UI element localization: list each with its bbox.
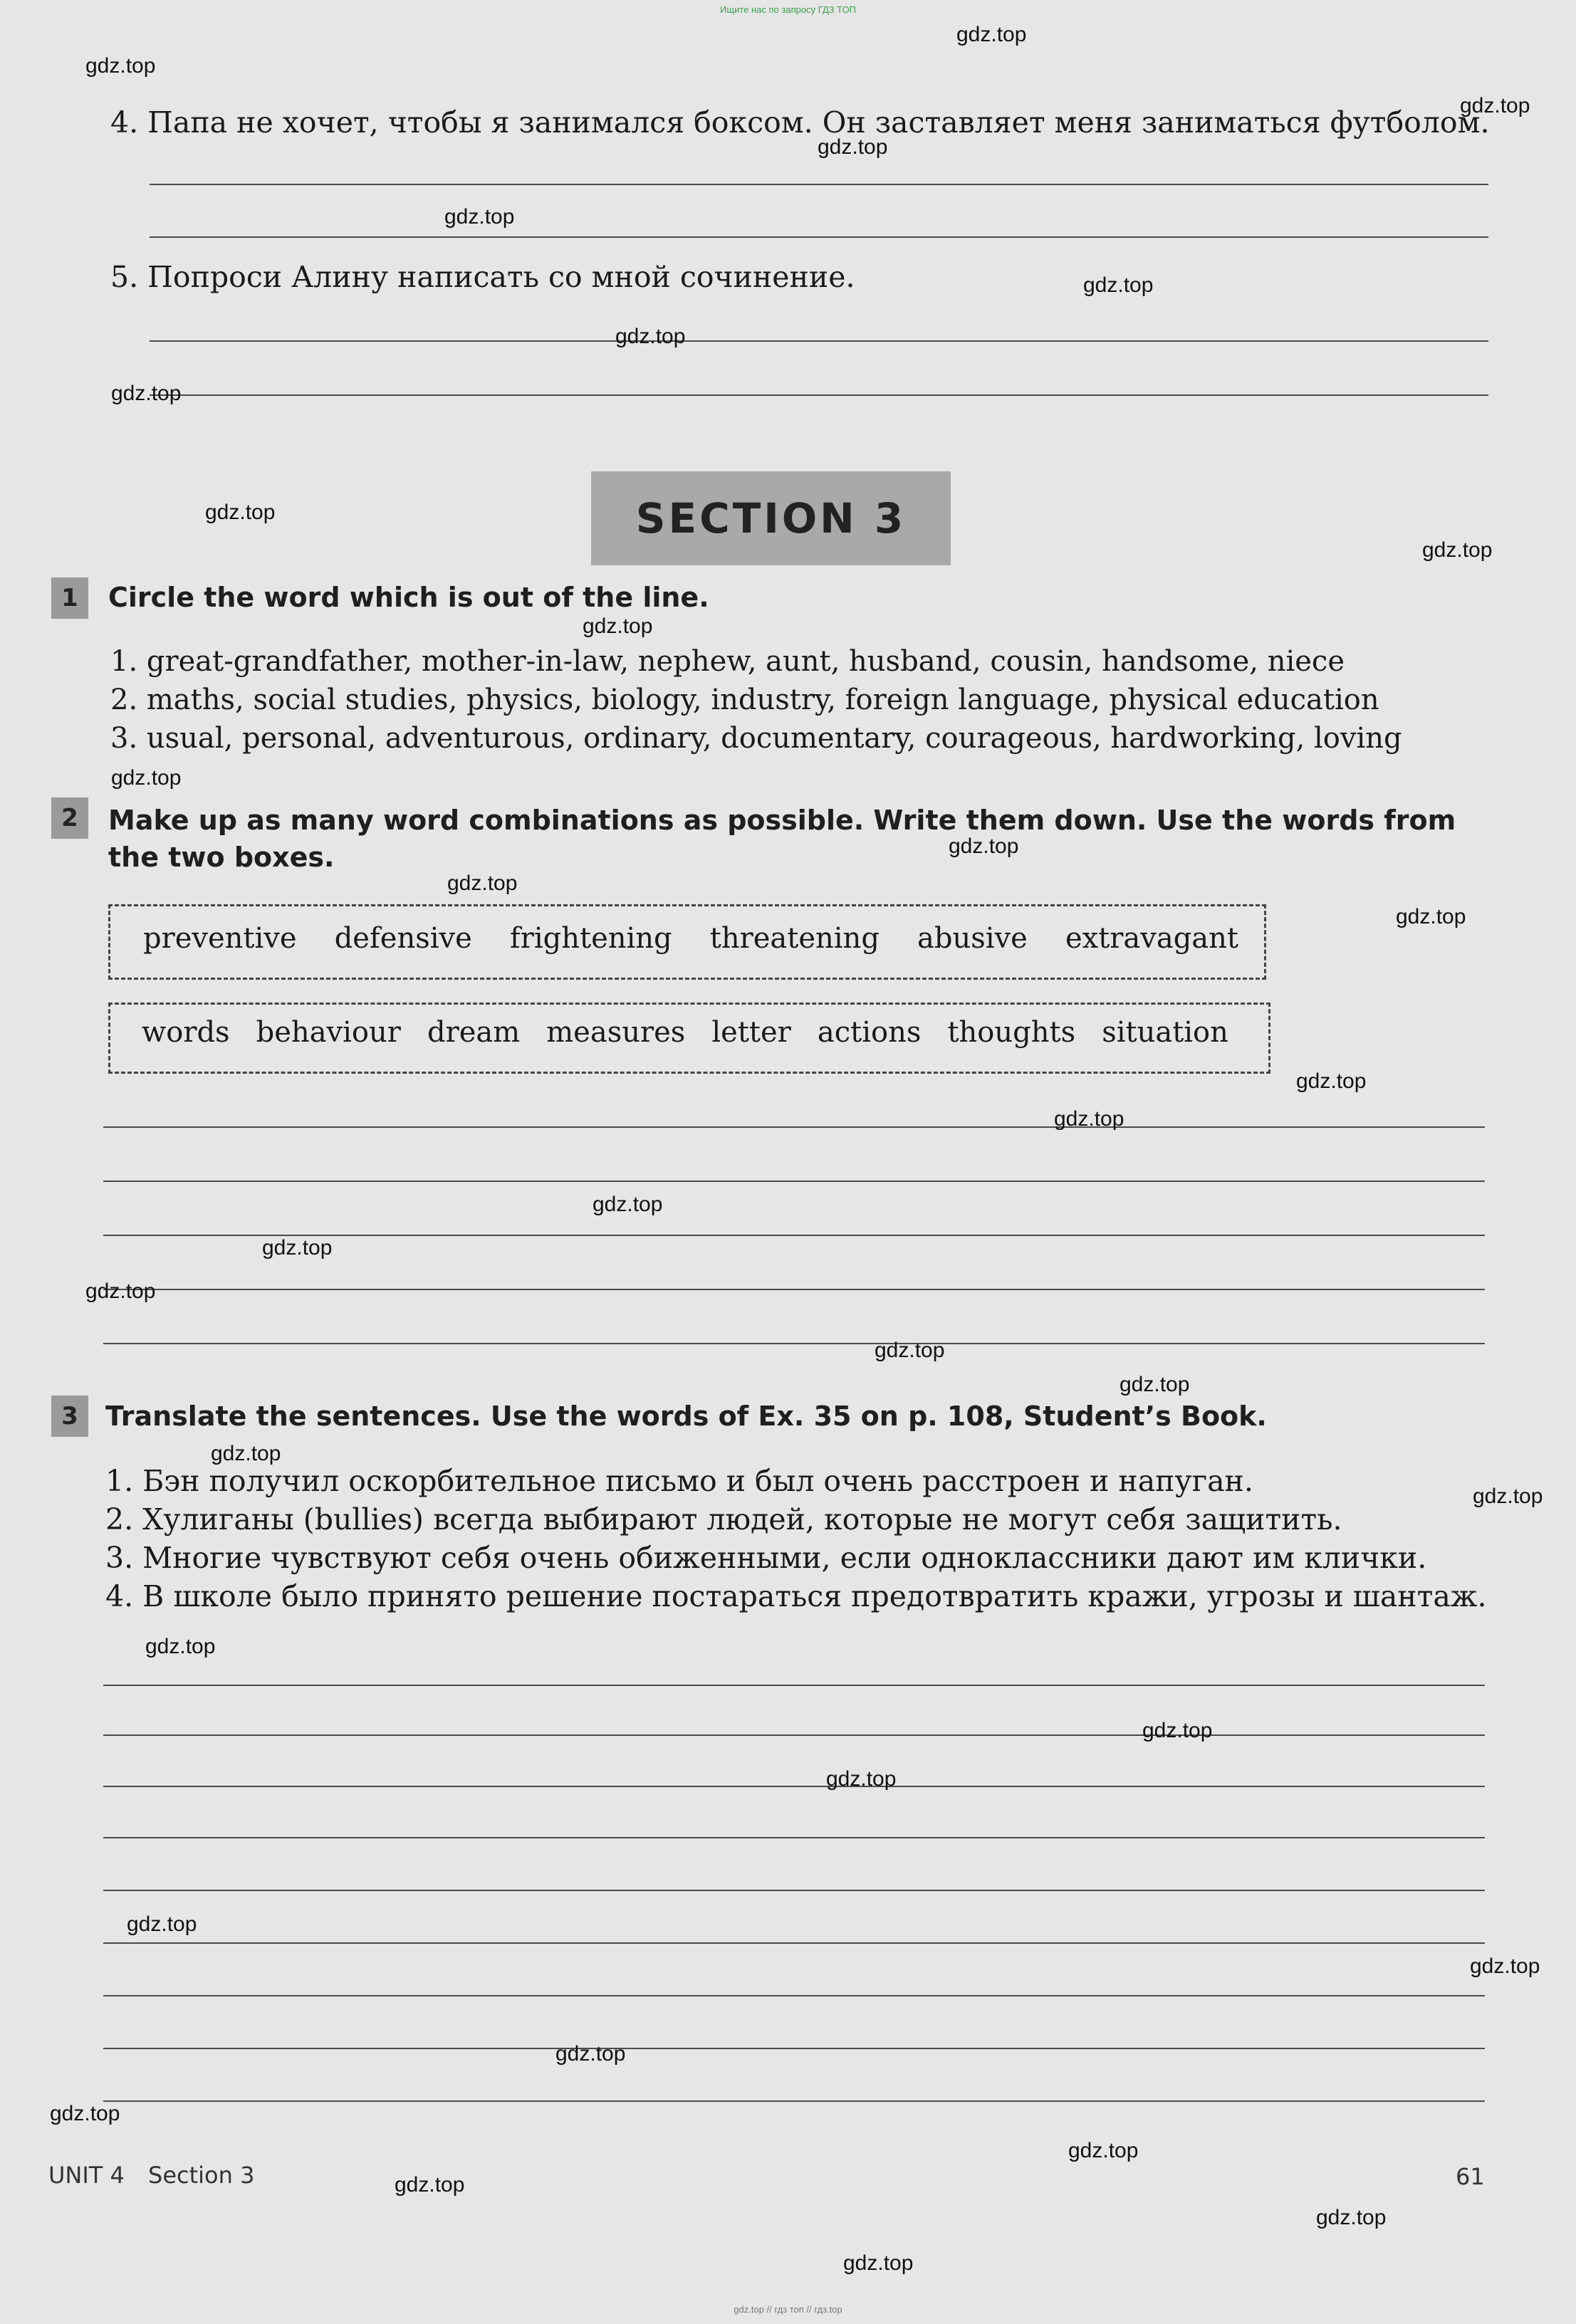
watermark: gdz.top: [949, 834, 1019, 858]
word: actions: [817, 1016, 922, 1049]
exercise-1-item: 2. maths, social studies, physics, biology, industry, foreign language, physical education: [110, 684, 1379, 716]
answer-line: [103, 1126, 1485, 1128]
watermark: gdz.top: [1142, 1719, 1213, 1742]
answer-line: [103, 1343, 1485, 1344]
top-banner: Ищите нас по запросу ГДЗ ТОП: [720, 4, 856, 15]
watermark: gdz.top: [1396, 905, 1466, 928]
word: preventive: [143, 922, 297, 955]
answer-line: [150, 236, 1488, 238]
word: letter: [711, 1016, 791, 1049]
exercise-1-item: 1. great-grandfather, mother-in-law, nephew, aunt, husband, cousin, handsome, niece: [110, 645, 1345, 678]
answer-line: [103, 1734, 1485, 1736]
watermark: gdz.top: [818, 135, 888, 159]
answer-line: [103, 1890, 1485, 1891]
watermark: gdz.top: [1422, 538, 1493, 562]
word: threatening: [709, 922, 880, 955]
watermark: gdz.top: [843, 2251, 914, 2275]
exercise-3-item: 2. Хулиганы (bullies) всегда выбирают людей, которые не могут себя защитить.: [105, 1502, 1342, 1537]
watermark: gdz.top: [85, 54, 156, 78]
exercise-2-number: 2: [51, 797, 88, 839]
word: situation: [1102, 1016, 1228, 1049]
answer-line: [150, 340, 1488, 342]
exercise-3-heading: Translate the sentences. Use the words of Ex. 35 on p. 108, Student’s Book.: [105, 1401, 1267, 1432]
exercise-2-heading-line1: Make up as many word combinations as possible. Write them down. Use the words from: [108, 805, 1456, 836]
prev-item-5: 5. Попроси Алину написать со мной сочинение.: [110, 260, 855, 294]
exercise-2-heading-line2: the two boxes.: [108, 842, 335, 873]
watermark: gdz.top: [205, 501, 276, 524]
watermark: gdz.top: [111, 382, 182, 405]
section-title: SECTION 3: [591, 471, 951, 565]
watermark: gdz.top: [1296, 1069, 1367, 1093]
watermark: gdz.top: [875, 1339, 945, 1362]
word: extravagant: [1065, 922, 1238, 955]
watermark: gdz.top: [111, 766, 182, 790]
answer-line: [103, 2048, 1485, 2049]
watermark: gdz.top: [615, 325, 686, 348]
word-box-nouns: [108, 1003, 1270, 1074]
answer-line: [103, 1837, 1485, 1838]
answer-line: [103, 1786, 1485, 1787]
answer-line: [103, 1995, 1485, 1996]
watermark: gdz.top: [583, 614, 653, 638]
answer-line: [150, 394, 1488, 396]
watermark: gdz.top: [447, 872, 518, 895]
word: abusive: [917, 922, 1028, 955]
watermark: gdz.top: [1068, 2139, 1139, 2162]
watermark: gdz.top: [1054, 1107, 1124, 1131]
watermark: gdz.top: [1473, 1485, 1543, 1508]
watermark: gdz.top: [956, 23, 1027, 46]
prev-item-4: 4. Папа не хочет, чтобы я занимался боксом. Он заставляет меня заниматься футболом.: [110, 105, 1490, 140]
answer-line: [103, 1181, 1485, 1182]
exercise-1-item: 3. usual, personal, adventurous, ordinary, documentary, courageous, hardworking, loving: [110, 722, 1402, 755]
footer-section: Section 3: [148, 2162, 255, 2189]
footer-unit: UNIT 4: [48, 2162, 125, 2189]
word: frightening: [509, 922, 672, 955]
watermark: gdz.top: [444, 205, 515, 229]
watermark: gdz.top: [1120, 1373, 1190, 1396]
answer-line: [103, 1685, 1485, 1686]
answer-line: [103, 1942, 1485, 1944]
watermark: gdz.top: [555, 2042, 626, 2066]
exercise-3-item: 3. Многие чувствуют себя очень обиженными, если одноклассники дают им клички.: [105, 1541, 1427, 1575]
watermark: gdz.top: [127, 1912, 197, 1936]
exercise-3-number: 3: [51, 1396, 88, 1437]
watermark: gdz.top: [145, 1635, 216, 1658]
answer-line: [103, 1289, 1485, 1290]
answer-line: [150, 184, 1488, 185]
word: words: [142, 1016, 230, 1049]
watermark: gdz.top: [1083, 273, 1154, 297]
watermark: gdz.top: [826, 1767, 897, 1791]
word: defensive: [334, 922, 472, 955]
watermark: gdz.top: [1316, 2206, 1387, 2229]
word: measures: [546, 1016, 686, 1049]
exercise-3-item: 1. Бэн получил оскорбительное письмо и был очень расстроен и напуган.: [105, 1464, 1253, 1498]
exercise-1-heading: Circle the word which is out of the line.: [108, 582, 709, 613]
bottom-banner: gdz.top // гдз топ // гдз.top: [734, 2304, 842, 2315]
watermark: gdz.top: [1470, 1954, 1540, 1978]
word: thoughts: [947, 1016, 1076, 1049]
exercise-1-number: 1: [51, 577, 88, 619]
watermark: gdz.top: [85, 1279, 156, 1303]
word: dream: [427, 1016, 521, 1049]
page-number: 61: [1456, 2163, 1485, 2190]
watermark: gdz.top: [50, 2102, 120, 2125]
watermark: gdz.top: [593, 1193, 663, 1216]
watermark: gdz.top: [1460, 94, 1530, 117]
exercise-3-item: 4. В школе было принято решение постараться предотвратить кражи, угрозы и шантаж.: [105, 1579, 1487, 1613]
watermark: gdz.top: [262, 1236, 333, 1260]
word-box-adjectives: [108, 904, 1266, 980]
answer-line: [103, 2100, 1485, 2102]
watermark: gdz.top: [395, 2173, 465, 2197]
watermark: gdz.top: [211, 1442, 281, 1465]
word: behaviour: [256, 1016, 401, 1049]
